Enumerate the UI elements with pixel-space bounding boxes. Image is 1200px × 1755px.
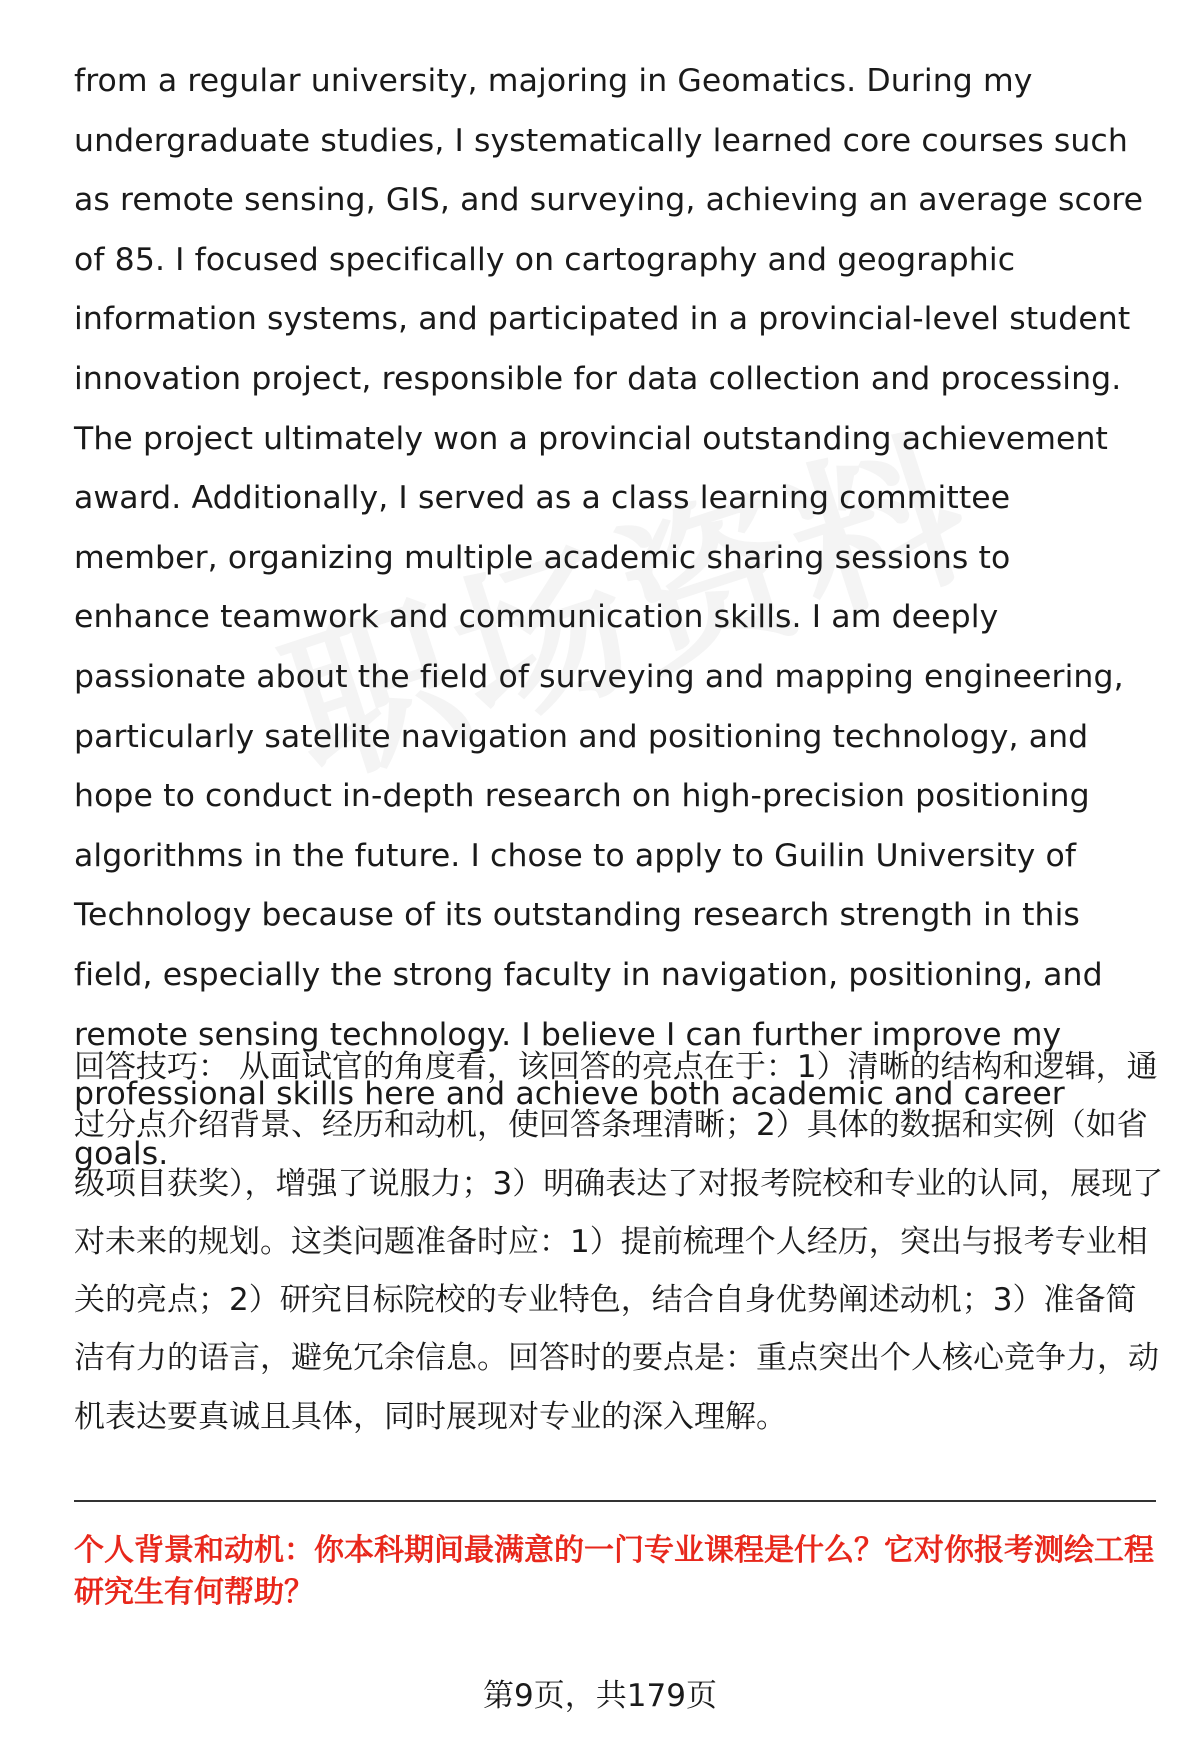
next-question-heading: 个人背景和动机：你本科期间最满意的一门专业课程是什么？它对你报考测绘工程研究生有何帮助？ [74, 1533, 1154, 1610]
section-divider [74, 1500, 1156, 1502]
answer-tips-paragraph: 回答技巧： 从面试官的角度看，该回答的亮点在于：1）清晰的结构和逻辑，通过分点介绍背景、经历和动机，使回答条理清晰；2）具体的数据和实例（如省级项目获奖），增强了说服力；3）明确表达了对报考院校和专业的认同，展现了对未来的规划。这类问题准备时应：1）提前梳理个人经历，突出与报考专业相关的亮点；2）研究目标院校的专业特色，结合自身优势阐述动机；3）准备简洁有力的语言，避免冗余信息。回答时的要点是：重点突出个人核心竞争力，动机表达要真诚且具体，同时展现对专业的深入理解。 [74, 1049, 1164, 1435]
answer-paragraph: from a regular university, majoring in Geomatics. During my undergraduate studies, I systematically learned core courses such as remote sensing, GIS, and surveying, achieving an average score of 85. I focused specifically on cartography and geographic information systems, and participated in a provincial-level student innovation project, responsible for data collection and processing. The project ultimately won a provincial outstanding achievement award. Additionally, I served as a class learning committee member, organizing multiple academic sharing sessions to enhance teamwork and communication skills. I am deeply passionate about the field of surveying and mapping engineering, particularly satellite navigation and positioning technology, and hope to conduct in-depth research on high-precision positioning algorithms in the future. I chose to apply to Guilin University of Technology because of its outstanding research strength in this field, especially the strong faculty in navigation, positioning, and remote sensing technology. I believe I can further improve my professional skills here and achieve both academic and career goals. [74, 63, 1144, 1172]
page-number-footer: 第9页，共179页 [483, 1678, 717, 1714]
